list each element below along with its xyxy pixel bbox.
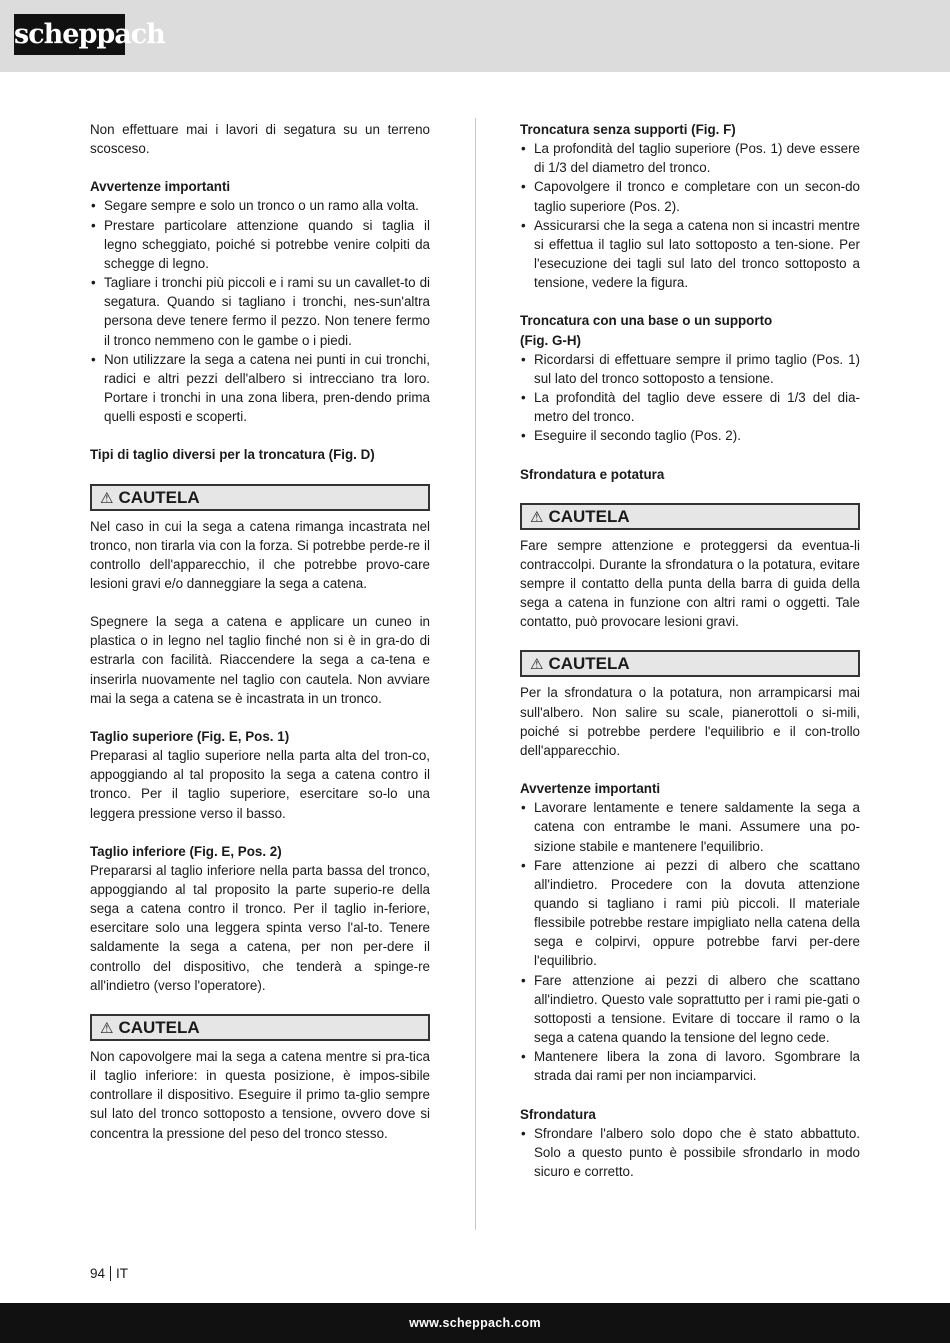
- caution-label: CAUTELA: [118, 487, 200, 507]
- warning-triangle-icon: ⚠: [530, 508, 544, 526]
- list-item: • Eseguire il secondo taglio (Pos. 2).: [520, 426, 860, 445]
- warning-triangle-icon: ⚠: [530, 656, 544, 674]
- header-band: [0, 0, 950, 72]
- caution-box: [90, 1014, 430, 1041]
- caution-paragraph: Nel caso in cui la sega a catena rimanga incastrata nel tronco, non tirarla via con la forza. Si potrebbe perde-re il controllo dell'apparecchio, il che potrebbe provo-care lesioni gravi e/o danneggiare la sega a catena.: [90, 518, 430, 591]
- intro-paragraph: Non effettuare mai i lavori di segatura su un terreno scosceso.: [90, 122, 430, 157]
- caution-paragraph: Fare sempre attenzione e proteggersi da eventua-li contraccolpi. Durante la sfrondatura o la potatura, evitare sempre il contatto della punta della barra di guida della sega a catena in funzione con altri rami o oggetti. Tale contatto, può provocare lesioni gravi.: [520, 537, 860, 630]
- right-column: [520, 120, 860, 1181]
- caution-box: [90, 484, 430, 511]
- list-item: • La profondità del taglio superiore (Pos. 1) deve essere di 1/3 del diametro del tronco.: [520, 139, 860, 177]
- warnings-list: [520, 798, 860, 1085]
- warning-triangle-icon: ⚠: [100, 1019, 114, 1037]
- bottom-cut-paragraph: Prepararsi al taglio inferiore nella parta bassa del tronco, appoggiando al tal proposito la parte superio-re della sega a catena contro il tronco. Per il taglio in-feriore, esercitare solo una leggera spinta verso l'al-to. Tenere saldamente la sega a catena, per non per-dere il controllo del dispositivo, che tenderà a spinge-re all'indietro (verso l'operatore).: [90, 862, 430, 993]
- page-number-value: 94: [90, 1266, 106, 1281]
- page-number-separator: [110, 1266, 111, 1281]
- top-cut-heading: Taglio superiore (Fig. E, Pos. 1): [90, 728, 290, 744]
- list-item: • Mantenere libera la zona di lavoro. Sgombrare la strada dai rami per non inciamparvici.: [520, 1047, 860, 1085]
- caution-paragraph: Non capovolgere mai la sega a catena mentre si pra-tica il taglio inferiore: in questa posizione, è impos-sibile controllare il dispositivo. Eseguire il primo ta-glio sempre sul lato del tronco sottoposto a tensione, ovvero dove si concentra la pressione del peso del tronco stesso.: [90, 1048, 430, 1141]
- language-code: IT: [116, 1266, 129, 1281]
- warnings-heading: Avvertenze importanti: [520, 781, 661, 797]
- caution-box: [520, 503, 860, 530]
- cut-types-heading: Tipi di taglio diversi per la troncatura (Fig. D): [90, 447, 375, 463]
- no-support-heading: Troncatura senza supporti (Fig. F): [520, 122, 736, 137]
- caution-label: CAUTELA: [548, 506, 630, 526]
- list-item: • Segare sempre e solo un tronco o un ramo alla volta.: [90, 196, 430, 215]
- pruning-heading: Sfrondatura e potatura: [520, 466, 665, 482]
- with-support-list: [520, 350, 860, 446]
- delimbing-list: [520, 1124, 860, 1181]
- list-item: • Assicurarsi che la sega a catena non si incastri mentre si effettua il taglio sul lato sottoposto a ten-sione. Per l'esecuzione dei tagli sul lato del tronco sottoposto a tensione, vedere la figura.: [520, 216, 860, 293]
- caution-box: [520, 650, 860, 677]
- bottom-cut-heading: Taglio inferiore (Fig. E, Pos. 2): [90, 843, 282, 859]
- warnings-heading: Avvertenze importanti: [90, 179, 231, 195]
- list-item: • La profondità del taglio deve essere di 1/3 del dia-metro del tronco.: [520, 388, 860, 426]
- list-item: • Sfrondare l'albero solo dopo che è stato abbattuto. Solo a questo punto è possibile sfrondarlo in modo sicuro e corretto.: [520, 1124, 860, 1181]
- website-link[interactable]: www.scheppach.com: [409, 1316, 541, 1330]
- list-item: • Tagliare i tronchi più piccoli e i rami su un cavallet-to di segatura. Quando si tagliano i tronchi, nes-sun'altra persona deve tenere fermo il pezzo. Non tenere fermo il tronco nemmeno con le gambe o i piedi.: [90, 273, 430, 350]
- warnings-list: [90, 196, 430, 426]
- column-divider: [475, 118, 476, 1230]
- list-item: • Fare attenzione ai pezzi di albero che scattano all'indietro. Questo vale soprattutto per i rami pie-gati o sottoposti a tensione. Evitare di toccare il ramo o la sega a catena quando la tensione del legno cede.: [520, 971, 860, 1048]
- warning-triangle-icon: ⚠: [100, 489, 114, 507]
- scheppach-logo: scheppach: [14, 14, 125, 55]
- with-support-heading: Troncatura con una base o un supporto: [520, 313, 773, 329]
- page-number: [90, 1265, 128, 1283]
- delimbing-heading: Sfrondatura: [520, 1106, 596, 1122]
- caution-label: CAUTELA: [118, 1017, 200, 1037]
- footer-band: [0, 1303, 950, 1343]
- left-column: [90, 120, 430, 1143]
- caution-label: CAUTELA: [548, 654, 630, 674]
- top-cut-paragraph: Preparasi al taglio superiore nella parta alta del tron-co, appoggiando al tal proposito la sega a catena contro il tronco. Per il taglio superiore, esercitare so-lo una leggera pressione verso il basso.: [90, 748, 430, 821]
- list-item: • Non utilizzare la sega a catena nei punti in cui tronchi, radici e altri pezzi dell'albero si intrecciano tra loro. Portare i tronchi in una zona libera, pren-dendo prima quelli esposti e scoperti.: [90, 350, 430, 427]
- list-item: • Prestare particolare attenzione quando si taglia il legno scheggiato, poiché si potrebbe venire colpiti da schegge di legno.: [90, 216, 430, 273]
- list-item: • Capovolgere il tronco e completare con un secon-do taglio superiore (Pos. 2).: [520, 177, 860, 215]
- no-support-list: [520, 139, 860, 292]
- list-item: • Ricordarsi di effettuare sempre il primo taglio (Pos. 1) sul lato del tronco sottoposto a tensione.: [520, 350, 860, 388]
- list-item: • Fare attenzione ai pezzi di albero che scattano all'indietro. Procedere con la dovuta attenzione quando si tagliano i rami più piccoli. Il materiale flessibile potrebbe restare impigliato nella catena della sega e colpirvi, oppure potrebbe farvi per-dere l'equilibrio.: [520, 856, 860, 971]
- list-item: • Lavorare lentamente e tenere saldamente la sega a catena con entrambe le mani. Assumere una po-sizione stabile e mantenere l'equilibrio.: [520, 798, 860, 855]
- with-support-heading-figref: (Fig. G-H): [520, 332, 581, 348]
- caution-paragraph: Per la sfrondatura o la potatura, non arrampicarsi mai sull'albero. Non salire su scale, pianerottoli o si-mili, poiché si potrebbe perdere l'equilibrio e il con-trollo dell'apparecchio.: [520, 685, 860, 758]
- caution-paragraph: Spegnere la sega a catena e applicare un cuneo in plastica o in legno nel taglio finché non si è in gra-do di estrarla con facilità. Riaccendere la sega a ca-tena e inserirla nuovamente nel taglio con cautela. Non avviare mai la sega a catena se è incastrata in un tronco.: [90, 614, 430, 706]
